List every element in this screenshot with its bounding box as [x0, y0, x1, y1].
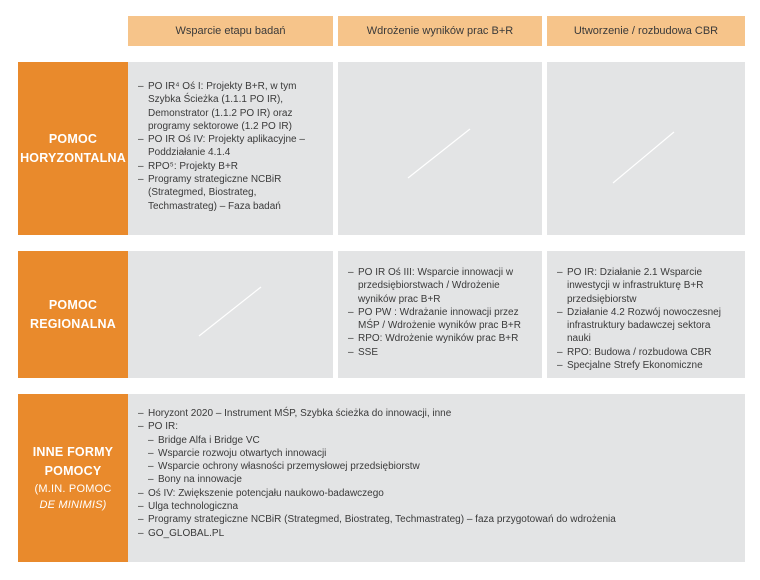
column-header-research: Wsparcie etapu badań — [128, 16, 333, 46]
list-other — [138, 407, 737, 540]
list-horizontal-research — [138, 80, 325, 213]
row-header-horizontal-line1: POMOC — [48, 131, 98, 146]
list-item: – Bridge Alfa i Bridge VC — [138, 434, 737, 447]
list-item: – Wsparcie ochrony własności przemysłowej przedsiębiorstw — [138, 460, 737, 473]
row-header-regional-line1: POMOC — [48, 297, 98, 312]
list-item: – Wsparcie rozwoju otwartych innowacji — [138, 447, 737, 460]
list-item: – PO IR: Działanie 2.1 Wsparcie inwestycji w infrastrukturę B+R przedsiębiorstw — [557, 266, 737, 306]
list-regional-implementation — [348, 266, 534, 359]
list-item: – SSE — [348, 346, 534, 359]
row-header-other-sub1: (M.IN. POMOC — [34, 483, 112, 495]
cell-regional-research-empty — [128, 251, 333, 378]
list-item: – GO_GLOBAL.PL — [138, 527, 737, 540]
cell-horizontal-research — [128, 62, 333, 235]
cell-horizontal-cbr-empty — [547, 62, 745, 235]
empty-cell-slash — [547, 62, 745, 235]
cell-other — [128, 394, 745, 562]
list-item: – PO IR Oś III: Wsparcie innowacji w przedsiębiorstwach / Wdrożenie wyników prac B+R — [348, 266, 534, 306]
cell-regional-implementation — [338, 251, 542, 378]
row-header-other-line1: INNE FORMY — [32, 445, 114, 459]
list-item: – Oś IV: Zwiększenie potencjału naukowo-badawczego — [138, 487, 737, 500]
list-item: – Programy strategiczne NCBiR (Strategmed, Biostrateg, Techmastrateg) – faza przygotowań do wdrożenia — [138, 513, 737, 526]
column-header-implementation: Wdrożenie wyników prac B+R — [338, 16, 542, 46]
list-regional-cbr — [557, 266, 737, 372]
row-header-other-sub2-text: DE MINIMIS) — [39, 499, 107, 511]
list-item: – Bony na innowacje — [138, 473, 737, 486]
list-item: – Ulga technologiczna — [138, 500, 737, 513]
row-header-horizontal — [18, 62, 128, 235]
empty-cell-slash — [128, 251, 333, 378]
cell-horizontal-implementation-empty — [338, 62, 542, 235]
list-item: – Horyzont 2020 – Instrument MŚP, Szybka ścieżka do innowacji, inne — [138, 407, 737, 420]
cell-regional-cbr — [547, 251, 745, 378]
column-header-cbr: Utworzenie / rozbudowa CBR — [547, 16, 745, 46]
row-header-horizontal-line2: HORYZONTALNA — [20, 150, 126, 165]
row-header-regional — [18, 251, 128, 378]
list-item: – PO PW : Wdrażanie innowacji przez MŚP / Wdrożenie wyników prac B+R — [348, 306, 534, 333]
row-header-other — [18, 394, 128, 562]
list-item: – RPO: Budowa / rozbudowa CBR — [557, 346, 737, 359]
row-header-other-line2: POMOCY — [44, 464, 102, 478]
list-item: – RPO: Wdrożenie wyników prac B+R — [348, 332, 534, 345]
list-item: – RPO⁵: Projekty B+R — [138, 160, 325, 173]
list-item: – Działanie 4.2 Rozwój nowoczesnej infrastruktury badawczej sektora nauki — [557, 306, 737, 346]
row-header-regional-line2: REGIONALNA — [29, 316, 117, 331]
row-header-other-sub2 — [40, 497, 107, 513]
list-item: – PO IR: — [138, 420, 737, 433]
list-item: – Programy strategiczne NCBiR (Strategmed, Biostrateg, Techmastrateg) – Faza badań — [138, 173, 325, 213]
empty-cell-slash — [338, 62, 542, 235]
list-item: – Specjalne Strefy Ekonomiczne — [557, 359, 737, 372]
list-item: – PO IR⁴ Oś I: Projekty B+R, w tym Szybka Ścieżka (1.1.1 PO IR), Demonstrator (1.1.2 PO IR) oraz programy sektorowe (1.2 PO IR) — [138, 80, 325, 133]
list-item: – PO IR Oś IV: Projekty aplikacyjne – Poddziałanie 4.1.4 — [138, 133, 325, 160]
